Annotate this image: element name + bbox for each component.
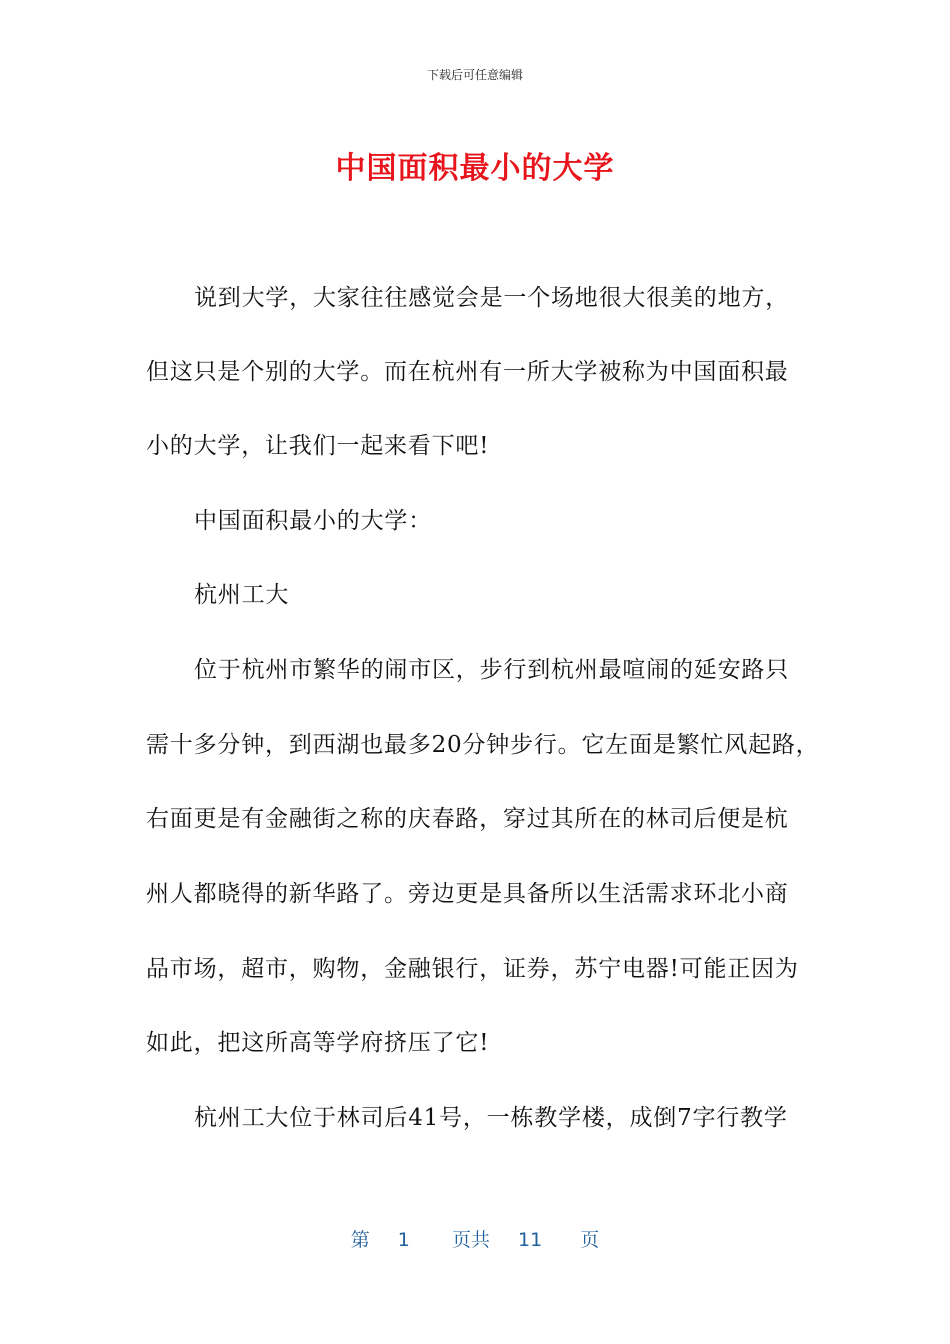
footer-total-pages: 11	[518, 1229, 543, 1251]
footer-prefix: 第	[350, 1229, 370, 1251]
paragraph-line: 小的大学，让我们一起来看下吧!	[146, 433, 490, 459]
paragraph-line: 说到大学，大家往往感觉会是一个场地很大很美的地方，	[194, 285, 789, 311]
footer-suffix: 页	[580, 1229, 600, 1251]
paragraph-line: 如此，把这所高等学府挤压了它!	[146, 1030, 490, 1056]
paragraph-line: 杭州工大位于林司后41号，一栋教学楼，成倒7字行教学	[194, 1105, 788, 1131]
footer-page-number: 1	[397, 1229, 410, 1251]
paragraph-line: 州人都晓得的新华路了。旁边更是具备所以生活需求环北小商	[146, 881, 789, 907]
paragraph-line: 中国面积最小的大学：	[194, 508, 432, 534]
paragraph-line: 杭州工大	[194, 582, 290, 608]
document-title: 中国面积最小的大学	[335, 151, 615, 186]
paragraph-line: 但这只是个别的大学。而在杭州有一所大学被称为中国面积最	[146, 359, 789, 385]
header-note: 下载后可任意编辑	[426, 68, 523, 82]
paragraph-line: 右面更是有金融街之称的庆春路，穿过其所在的林司后便是杭	[146, 806, 789, 832]
paragraph-line: 需十多分钟，到西湖也最多20分钟步行。它左面是繁忙风起路，	[146, 732, 820, 758]
footer-middle: 页共	[451, 1229, 490, 1251]
page-footer	[0, 1225, 950, 1252]
paragraph-line: 品市场，超市，购物，金融银行，证券，苏宁电器!可能正因为	[146, 956, 799, 982]
paragraph-line: 位于杭州市繁华的闹市区，步行到杭州最喧闹的延安路只	[194, 657, 789, 683]
